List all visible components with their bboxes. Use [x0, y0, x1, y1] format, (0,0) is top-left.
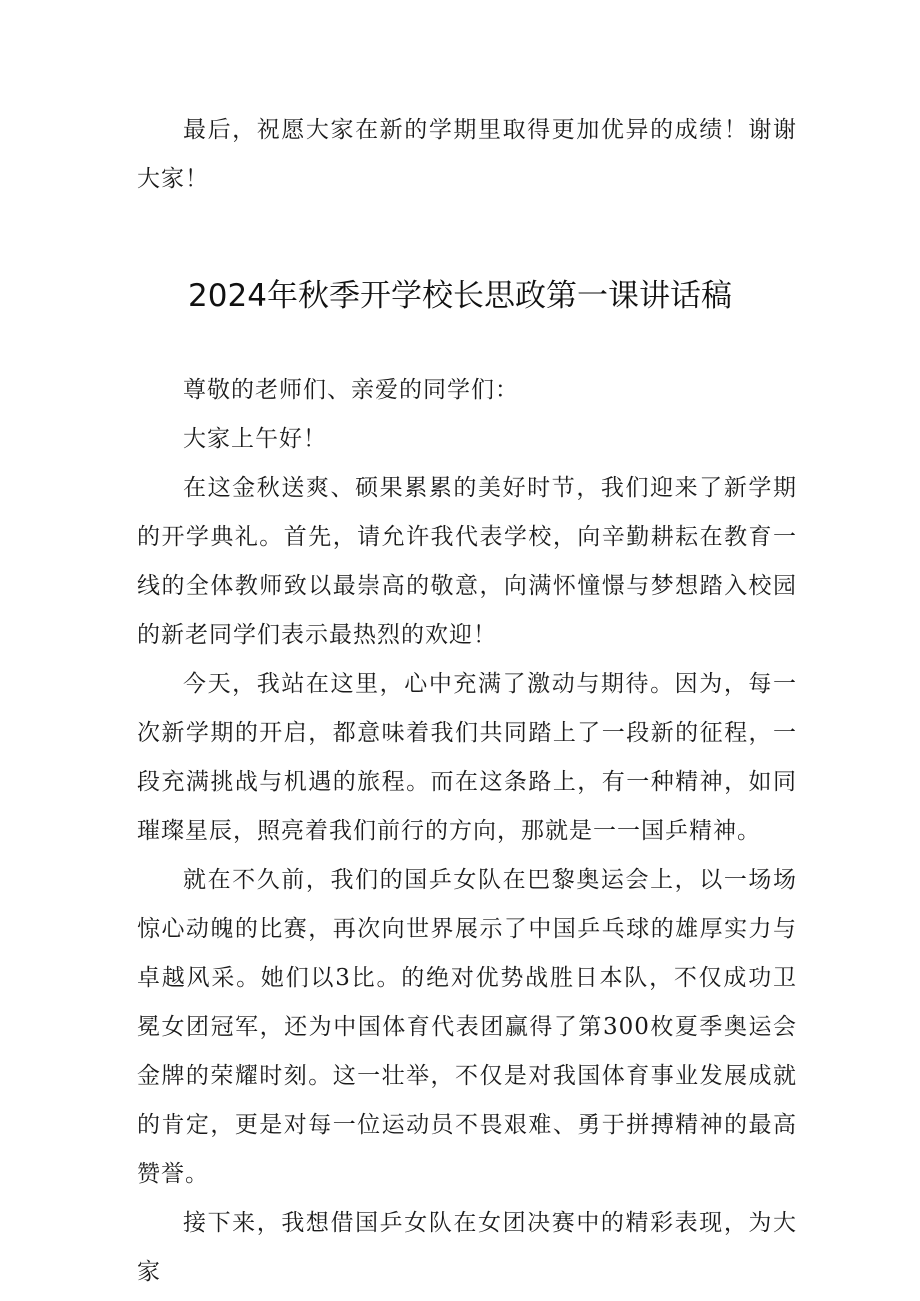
body-paragraph-3: 就在不久前，我们的国乒女队在巴黎奥运会上，以一场场惊心动魄的比赛，再次向世界展示了中国乒乓球的雄厚实力与卓越风采。她们以3比。的绝对优势战胜日本队，不仅成功卫冕女团冠军，还为中国体育代表团赢得了第300枚夏季奥运会金牌的荣耀时刻。这一壮举，不仅是对我国体育事业发展成就的肯定，更是对每一位运动员不畏艰难、勇于拼搏精神的最高赞誉。	[137, 867, 797, 1187]
greeting: 大家上午好！	[183, 426, 327, 452]
document-title: 2024年秋季开学校长思政第一课讲话稿	[188, 278, 732, 314]
speech-body	[137, 366, 797, 1297]
closing-paragraph: 最后，祝愿大家在新的学期里取得更加优异的成绩！谢谢大家！	[137, 117, 797, 192]
body-paragraph-2: 今天，我站在这里，心中充满了激动与期待。因为，每一次新学期的开启，都意味着我们共同踏上了一段新的征程，一段充满挑战与机遇的旅程。而在这条路上，有一种精神，如同璀璨星辰，照亮着我们前行的方向，那就是一一国乒精神。	[137, 671, 797, 844]
closing-section	[137, 106, 797, 204]
salutation: 尊敬的老师们、亲爱的同学们：	[183, 377, 519, 403]
body-paragraph-1: 在这金秋送爽、硕果累累的美好时节，我们迎来了新学期的开学典礼。首先，请允许我代表学校，向辛勤耕耘在教育一线的全体教师致以最崇高的敬意，向满怀憧憬与梦想踏入校园的新老同学们表示最热烈的欢迎！	[137, 475, 797, 648]
body-paragraph-4: 接下来，我想借国乒女队在女团决赛中的精彩表现，为大家	[137, 1210, 797, 1285]
